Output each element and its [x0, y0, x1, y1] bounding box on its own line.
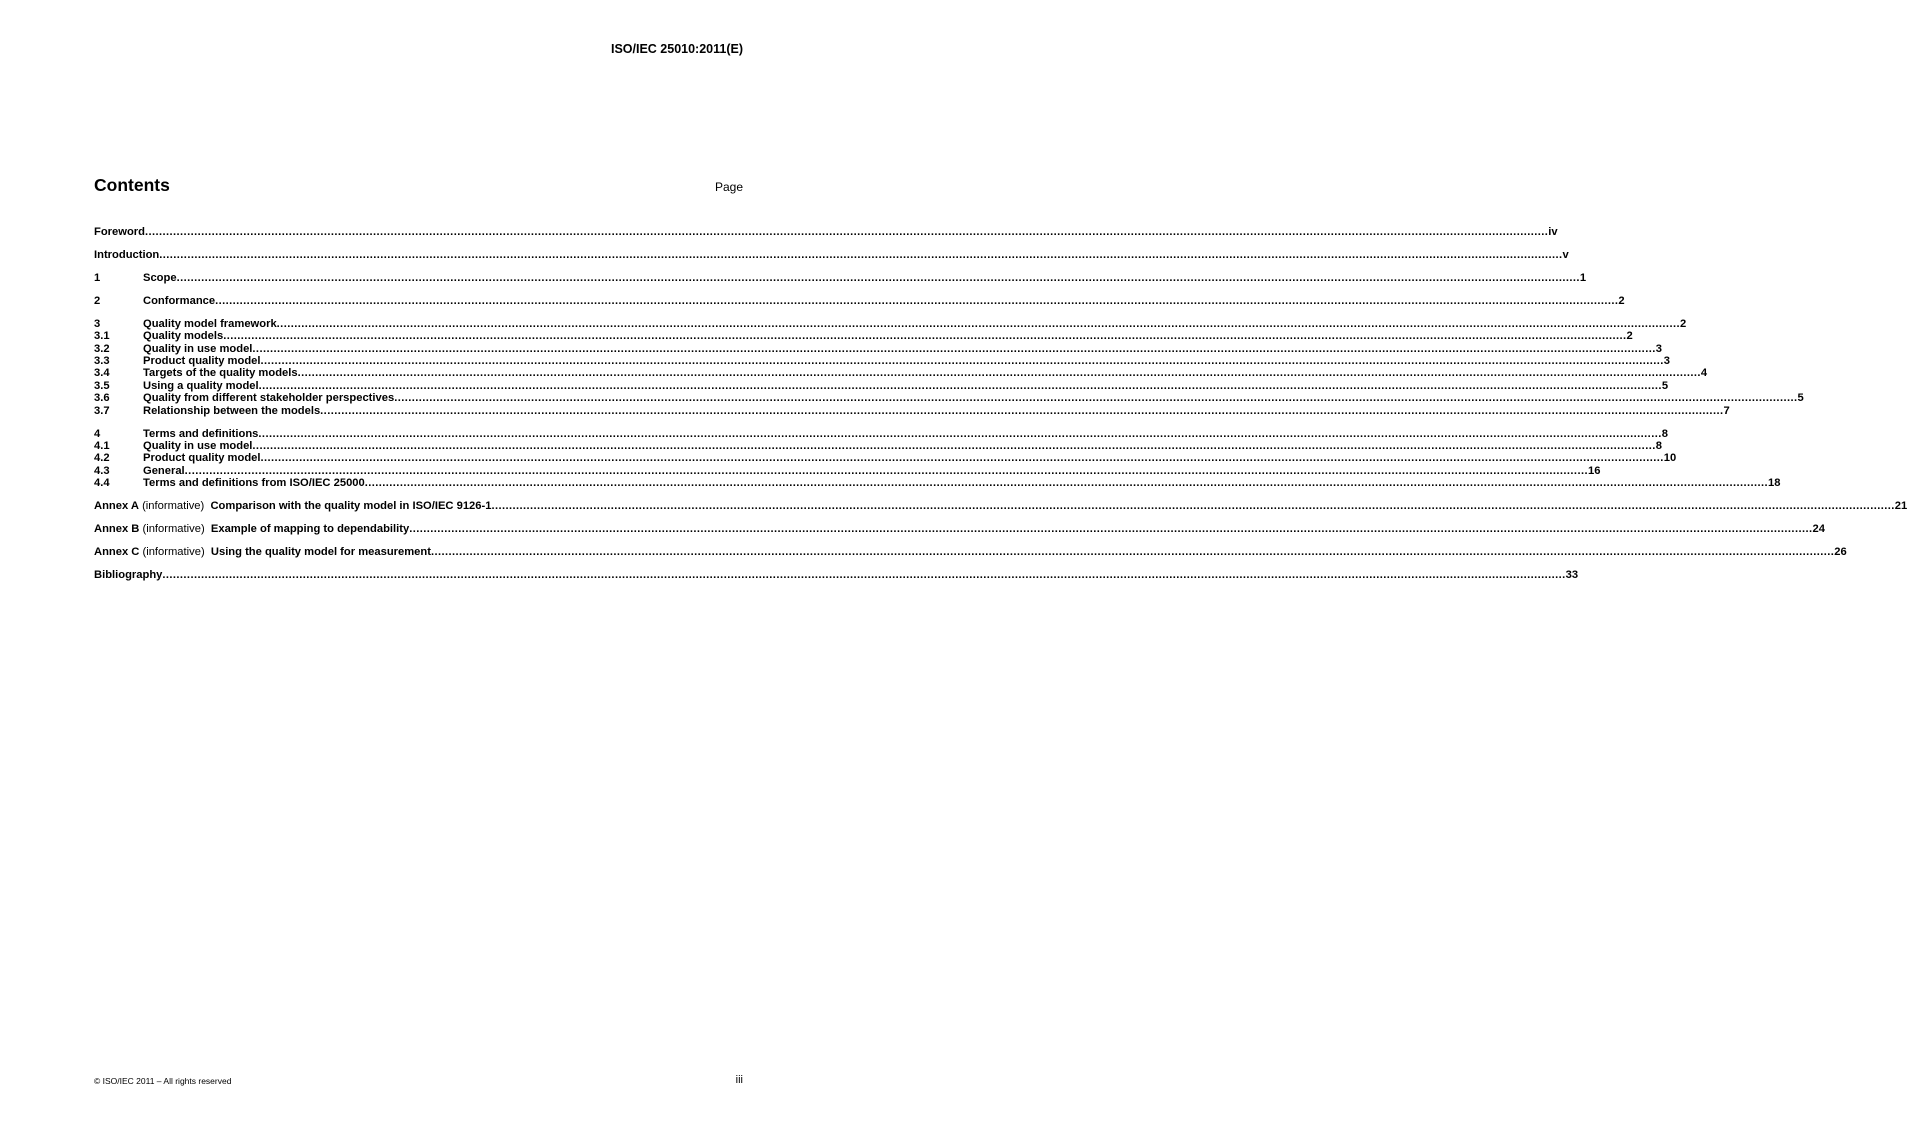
toc-entry-title — [143, 392, 394, 404]
toc-leader-dots: ................................................................................................................................................................................................................................................................................................................................................................................................................ — [162, 569, 1566, 582]
toc-entry-page: 10 — [1663, 452, 1677, 465]
toc-entry-number: 1 — [94, 271, 101, 284]
toc-leader-dots: ................................................................................................................................................................................................................................................................................................................................................................................................................ — [252, 342, 1656, 355]
toc-leader-dots: ................................................................................................................................................................................................................................................................................................................................................................................................................ — [409, 523, 1813, 536]
toc-entry-title — [143, 428, 258, 440]
toc-entry-number: 4.1 — [94, 440, 110, 453]
toc-entry-title — [143, 380, 259, 392]
toc-entry[interactable] — [94, 355, 1671, 368]
toc-entry-title — [94, 523, 409, 535]
toc-entry-number: 3.6 — [94, 392, 110, 405]
toc-entry[interactable] — [94, 367, 1708, 380]
toc-entry[interactable] — [94, 342, 1662, 355]
toc-entry-annex-title: Using the quality model for measurement — [204, 546, 431, 559]
toc-entry[interactable] — [94, 271, 1587, 284]
contents-heading: Contents — [94, 175, 170, 195]
toc-entry[interactable] — [94, 248, 1569, 261]
toc-entry-title — [143, 355, 260, 367]
toc-entry[interactable] — [94, 500, 1907, 513]
toc-entry-page: 7 — [1723, 404, 1730, 417]
toc-entry[interactable] — [94, 225, 1558, 238]
toc-entry-title-text: Product quality model — [143, 452, 261, 465]
toc-leader-dots: ................................................................................................................................................................................................................................................................................................................................................................................................................ — [297, 367, 1701, 380]
toc-entry-title-text: Scope — [143, 271, 177, 284]
toc-leader-dots: ................................................................................................................................................................................................................................................................................................................................................................................................................ — [276, 317, 1680, 330]
toc-leader-dots: ................................................................................................................................................................................................................................................................................................................................................................................................................ — [394, 392, 1798, 405]
toc-leader-dots: ................................................................................................................................................................................................................................................................................................................................................................................................................ — [215, 294, 1619, 307]
toc-leader-dots: ................................................................................................................................................................................................................................................................................................................................................................................................................ — [258, 427, 1662, 440]
toc-entry-title-text: Terms and definitions — [143, 427, 259, 440]
toc-entry-title-text: Annex A — [94, 500, 139, 513]
page-column-label: Page — [714, 180, 743, 194]
toc-entry[interactable] — [94, 392, 1804, 405]
toc-entry-annex-type: (informative) — [138, 500, 205, 513]
toc-entry-title-text: Bibliography — [94, 569, 163, 582]
toc-entry-number: 4.3 — [94, 464, 110, 477]
toc-entry-annex-title: Comparison with the quality model in ISO/IEC 9126-1 — [204, 500, 492, 513]
toc-entry-page: 2 — [1618, 294, 1625, 307]
toc-entry-title-text: Relationship between the models — [143, 404, 321, 417]
toc-entry-page: 3 — [1663, 355, 1671, 368]
toc-entry-title-text: General — [143, 464, 185, 477]
toc-entry-annex-type: (informative) — [139, 523, 205, 536]
toc-entry-title-text: Annex B — [94, 523, 140, 536]
toc-entry-number: 3.3 — [94, 355, 110, 368]
toc-entry-number: 3.5 — [94, 379, 110, 392]
toc-leader-dots: ................................................................................................................................................................................................................................................................................................................................................................................................................ — [223, 330, 1627, 343]
toc-entry-page: 26 — [1834, 546, 1847, 559]
toc-entry-title-text: Targets of the quality models — [143, 367, 298, 380]
toc-entry-number: 3.7 — [94, 404, 110, 417]
toc-entry-number: 2 — [94, 294, 101, 307]
toc-entry-title — [143, 452, 260, 464]
toc-entry-page: 1 — [1579, 271, 1587, 284]
toc-entry[interactable] — [94, 546, 1847, 559]
toc-entry-title-text: Foreword — [94, 225, 145, 238]
toc-entry-title-text: Quality in use model — [143, 342, 253, 355]
toc-entry-page: iv — [1548, 225, 1558, 238]
toc-entry-title — [94, 546, 431, 558]
toc-entry-annex-title: Example of mapping to dependability — [204, 523, 410, 536]
toc-leader-dots: ................................................................................................................................................................................................................................................................................................................................................................................................................ — [260, 355, 1664, 368]
toc-entry-title-text: Quality models — [143, 330, 224, 343]
copyright-notice: © ISO/IEC 2011 – All rights reserved — [94, 1076, 232, 1086]
toc-leader-dots: ................................................................................................................................................................................................................................................................................................................................................................................................................ — [184, 464, 1588, 477]
toc-entry[interactable] — [94, 427, 1668, 440]
toc-entry-title-text: Introduction — [94, 248, 160, 261]
toc-entry-number: 3.1 — [94, 330, 110, 343]
toc-leader-dots: ................................................................................................................................................................................................................................................................................................................................................................................................................ — [144, 225, 1549, 238]
toc-leader-dots: ................................................................................................................................................................................................................................................................................................................................................................................................................ — [252, 440, 1656, 453]
toc-entry-page: 18 — [1768, 477, 1781, 490]
toc-entry-title — [143, 330, 223, 342]
toc-entry-title-text: Product quality model — [143, 355, 261, 368]
toc-entry-page: 8 — [1661, 427, 1668, 440]
toc-entry-title — [143, 465, 185, 477]
toc-leader-dots: ................................................................................................................................................................................................................................................................................................................................................................................................................ — [364, 477, 1769, 490]
toc-entry[interactable] — [94, 452, 1677, 465]
toc-entry[interactable] — [94, 404, 1730, 417]
toc-entry-title-text: Annex C — [94, 546, 140, 559]
toc-leader-dots: ................................................................................................................................................................................................................................................................................................................................................................................................................ — [176, 271, 1580, 284]
toc-entry-title — [94, 226, 145, 238]
toc-entry-page: 5 — [1661, 379, 1669, 392]
table-of-contents — [94, 225, 1907, 582]
toc-entry-title — [143, 440, 252, 452]
toc-entry-page: 8 — [1655, 440, 1662, 453]
toc-entry-title-text: Terms and definitions from ISO/IEC 25000 — [143, 477, 365, 490]
page-number: iii — [735, 1074, 743, 1086]
toc-entry-number: 3.4 — [94, 367, 110, 380]
toc-entry-title — [94, 500, 491, 512]
toc-entry-title — [143, 405, 320, 417]
toc-entry-title-text: Quality model framework — [143, 317, 277, 330]
toc-entry-annex-type: (informative) — [139, 546, 205, 559]
toc-entry-page: 2 — [1679, 317, 1687, 330]
toc-entry[interactable] — [94, 464, 1601, 477]
toc-leader-dots: ................................................................................................................................................................................................................................................................................................................................................................................................................ — [258, 379, 1662, 392]
toc-entry-page: 33 — [1565, 569, 1579, 582]
toc-entry[interactable] — [94, 523, 1825, 536]
toc-entry-page: 21 — [1894, 500, 1907, 513]
toc-entry[interactable] — [94, 440, 1662, 453]
toc-entry-title — [143, 343, 252, 355]
toc-entry-page: v — [1562, 248, 1569, 261]
toc-entry[interactable] — [94, 477, 1781, 490]
toc-entry-title — [143, 367, 298, 379]
toc-entry-title-text: Using a quality model — [143, 379, 259, 392]
toc-entry[interactable] — [94, 317, 1687, 330]
toc-entry[interactable] — [94, 330, 1633, 343]
toc-entry-title-text: Conformance — [143, 294, 216, 307]
toc-entry-page: 3 — [1655, 342, 1662, 355]
toc-entry[interactable] — [94, 379, 1669, 392]
toc-leader-dots: ................................................................................................................................................................................................................................................................................................................................................................................................................ — [320, 404, 1724, 417]
document-id: ISO/IEC 25010:2011(E) — [610, 42, 743, 56]
toc-leader-dots: ................................................................................................................................................................................................................................................................................................................................................................................................................ — [159, 248, 1563, 261]
toc-entry-title — [94, 249, 159, 261]
toc-entry-number: 3.2 — [94, 342, 110, 355]
toc-entry-number: 4.4 — [94, 477, 110, 490]
toc-entry-page: 5 — [1797, 392, 1804, 405]
toc-entry-title — [143, 477, 365, 489]
toc-leader-dots: ................................................................................................................................................................................................................................................................................................................................................................................................................ — [491, 500, 1895, 513]
toc-leader-dots: ................................................................................................................................................................................................................................................................................................................................................................................................................ — [430, 546, 1835, 559]
toc-entry-title-text: Quality from different stakeholder perspectives — [143, 392, 395, 405]
toc-entry-page: 16 — [1587, 464, 1601, 477]
toc-leader-dots: ................................................................................................................................................................................................................................................................................................................................................................................................................ — [260, 452, 1664, 465]
toc-entry-page: 2 — [1626, 330, 1633, 343]
toc-entry[interactable] — [94, 569, 1579, 582]
toc-entry[interactable] — [94, 294, 1625, 307]
toc-entry-page: 24 — [1812, 523, 1825, 536]
toc-entry-title — [143, 272, 177, 284]
toc-entry-number: 4 — [94, 427, 101, 440]
toc-entry-title-text: Quality in use model — [143, 440, 253, 453]
toc-entry-number: 4.2 — [94, 452, 110, 465]
toc-entry-page: 4 — [1700, 367, 1708, 380]
toc-entry-title — [94, 569, 162, 581]
toc-entry-number: 3 — [94, 317, 101, 330]
toc-entry-title — [143, 295, 215, 307]
toc-entry-title — [143, 318, 277, 330]
